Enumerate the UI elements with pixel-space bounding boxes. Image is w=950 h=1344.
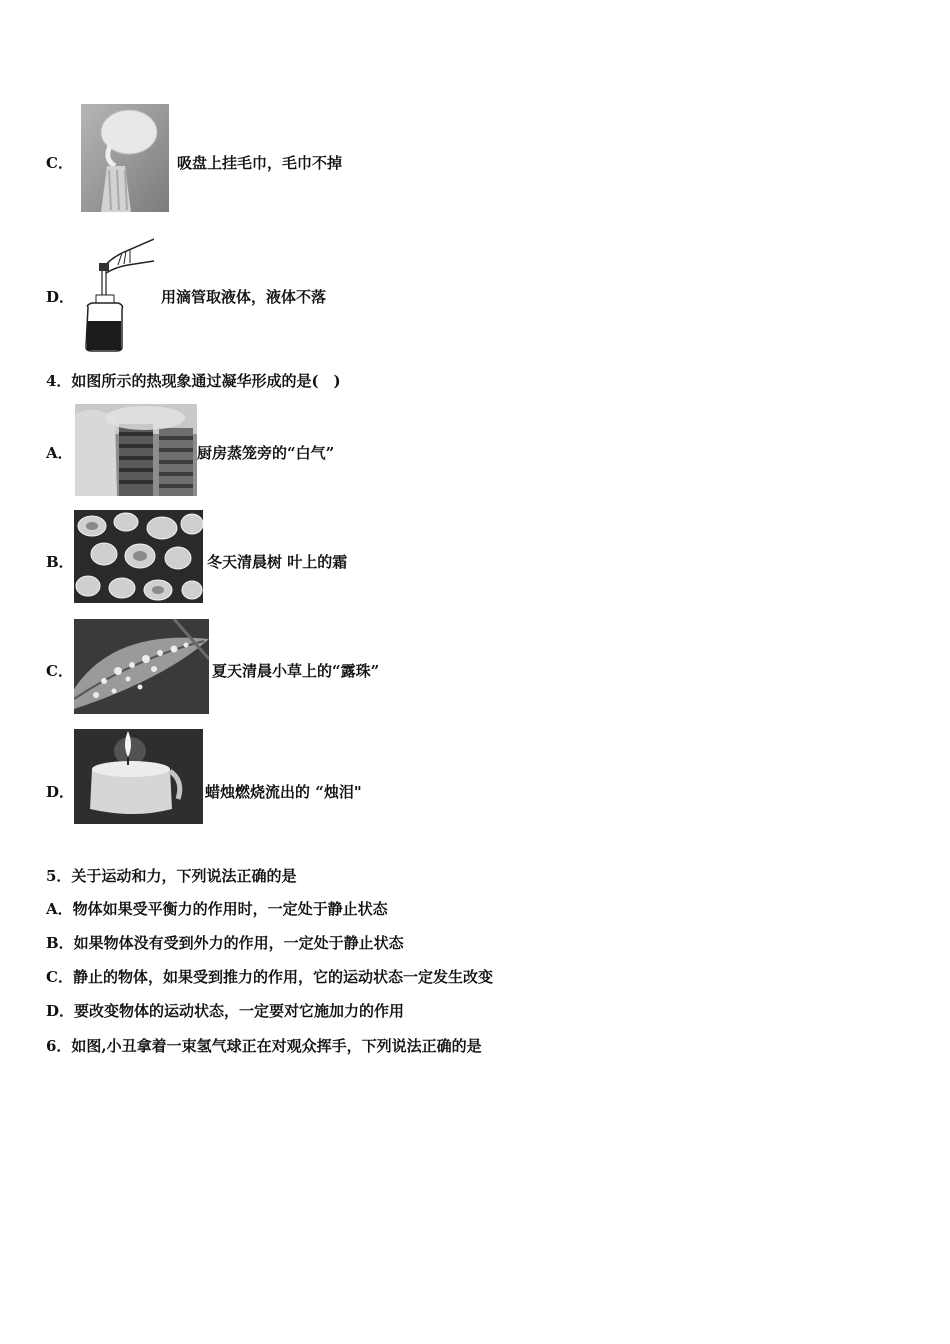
q5-option-b: B．如果物体没有受到外力的作用，一定处于静止状态 <box>46 934 404 952</box>
q5-stem: 5．关于运动和力，下列说法正确的是 <box>46 867 297 885</box>
suction-cup-towel-image <box>81 104 169 212</box>
q4-option-b-text: 冬天清晨树 叶上的霜 <box>207 553 348 571</box>
q4-stem: 4．如图所示的热现象通过凝华形成的是( ) <box>46 372 341 390</box>
q6-stem: 6．如图,小丑拿着一束氢气球正在对观众挥手，下列说法正确的是 <box>46 1037 482 1055</box>
q4-option-a-text: 厨房蒸笼旁的“白气” <box>197 444 335 462</box>
q3-option-c-label: C． <box>46 154 73 172</box>
steamer-white-gas-image <box>75 404 197 496</box>
q4-option-c-label: C． <box>46 662 73 680</box>
q3-option-c-text: 吸盘上挂毛巾，毛巾不掉 <box>177 154 343 172</box>
dewdrops-leaf-image <box>74 619 209 714</box>
q3-option-d-label: D． <box>46 288 75 306</box>
frost-leaves-image <box>74 510 203 603</box>
q4-option-c-text: 夏天清晨小草上的“露珠” <box>212 662 380 680</box>
q3-option-d-text: 用滴管取液体，液体不落 <box>161 288 327 306</box>
q4-option-d-label: D． <box>46 783 75 801</box>
dropper-bottle-image <box>82 237 154 352</box>
q5-option-d: D．要改变物体的运动状态，一定要对它施加力的作用 <box>46 1002 405 1020</box>
q4-option-a-label: A． <box>46 444 73 462</box>
q4-option-d-text: 蜡烛燃烧流出的 “烛泪" <box>205 783 362 801</box>
q5-option-a: A．物体如果受平衡力的作用时，一定处于静止状态 <box>46 900 388 918</box>
q5-option-c: C．静止的物体，如果受到推力的作用，它的运动状态一定发生改变 <box>46 968 493 986</box>
candle-wax-image <box>74 729 203 824</box>
q4-option-b-label: B． <box>46 553 74 571</box>
